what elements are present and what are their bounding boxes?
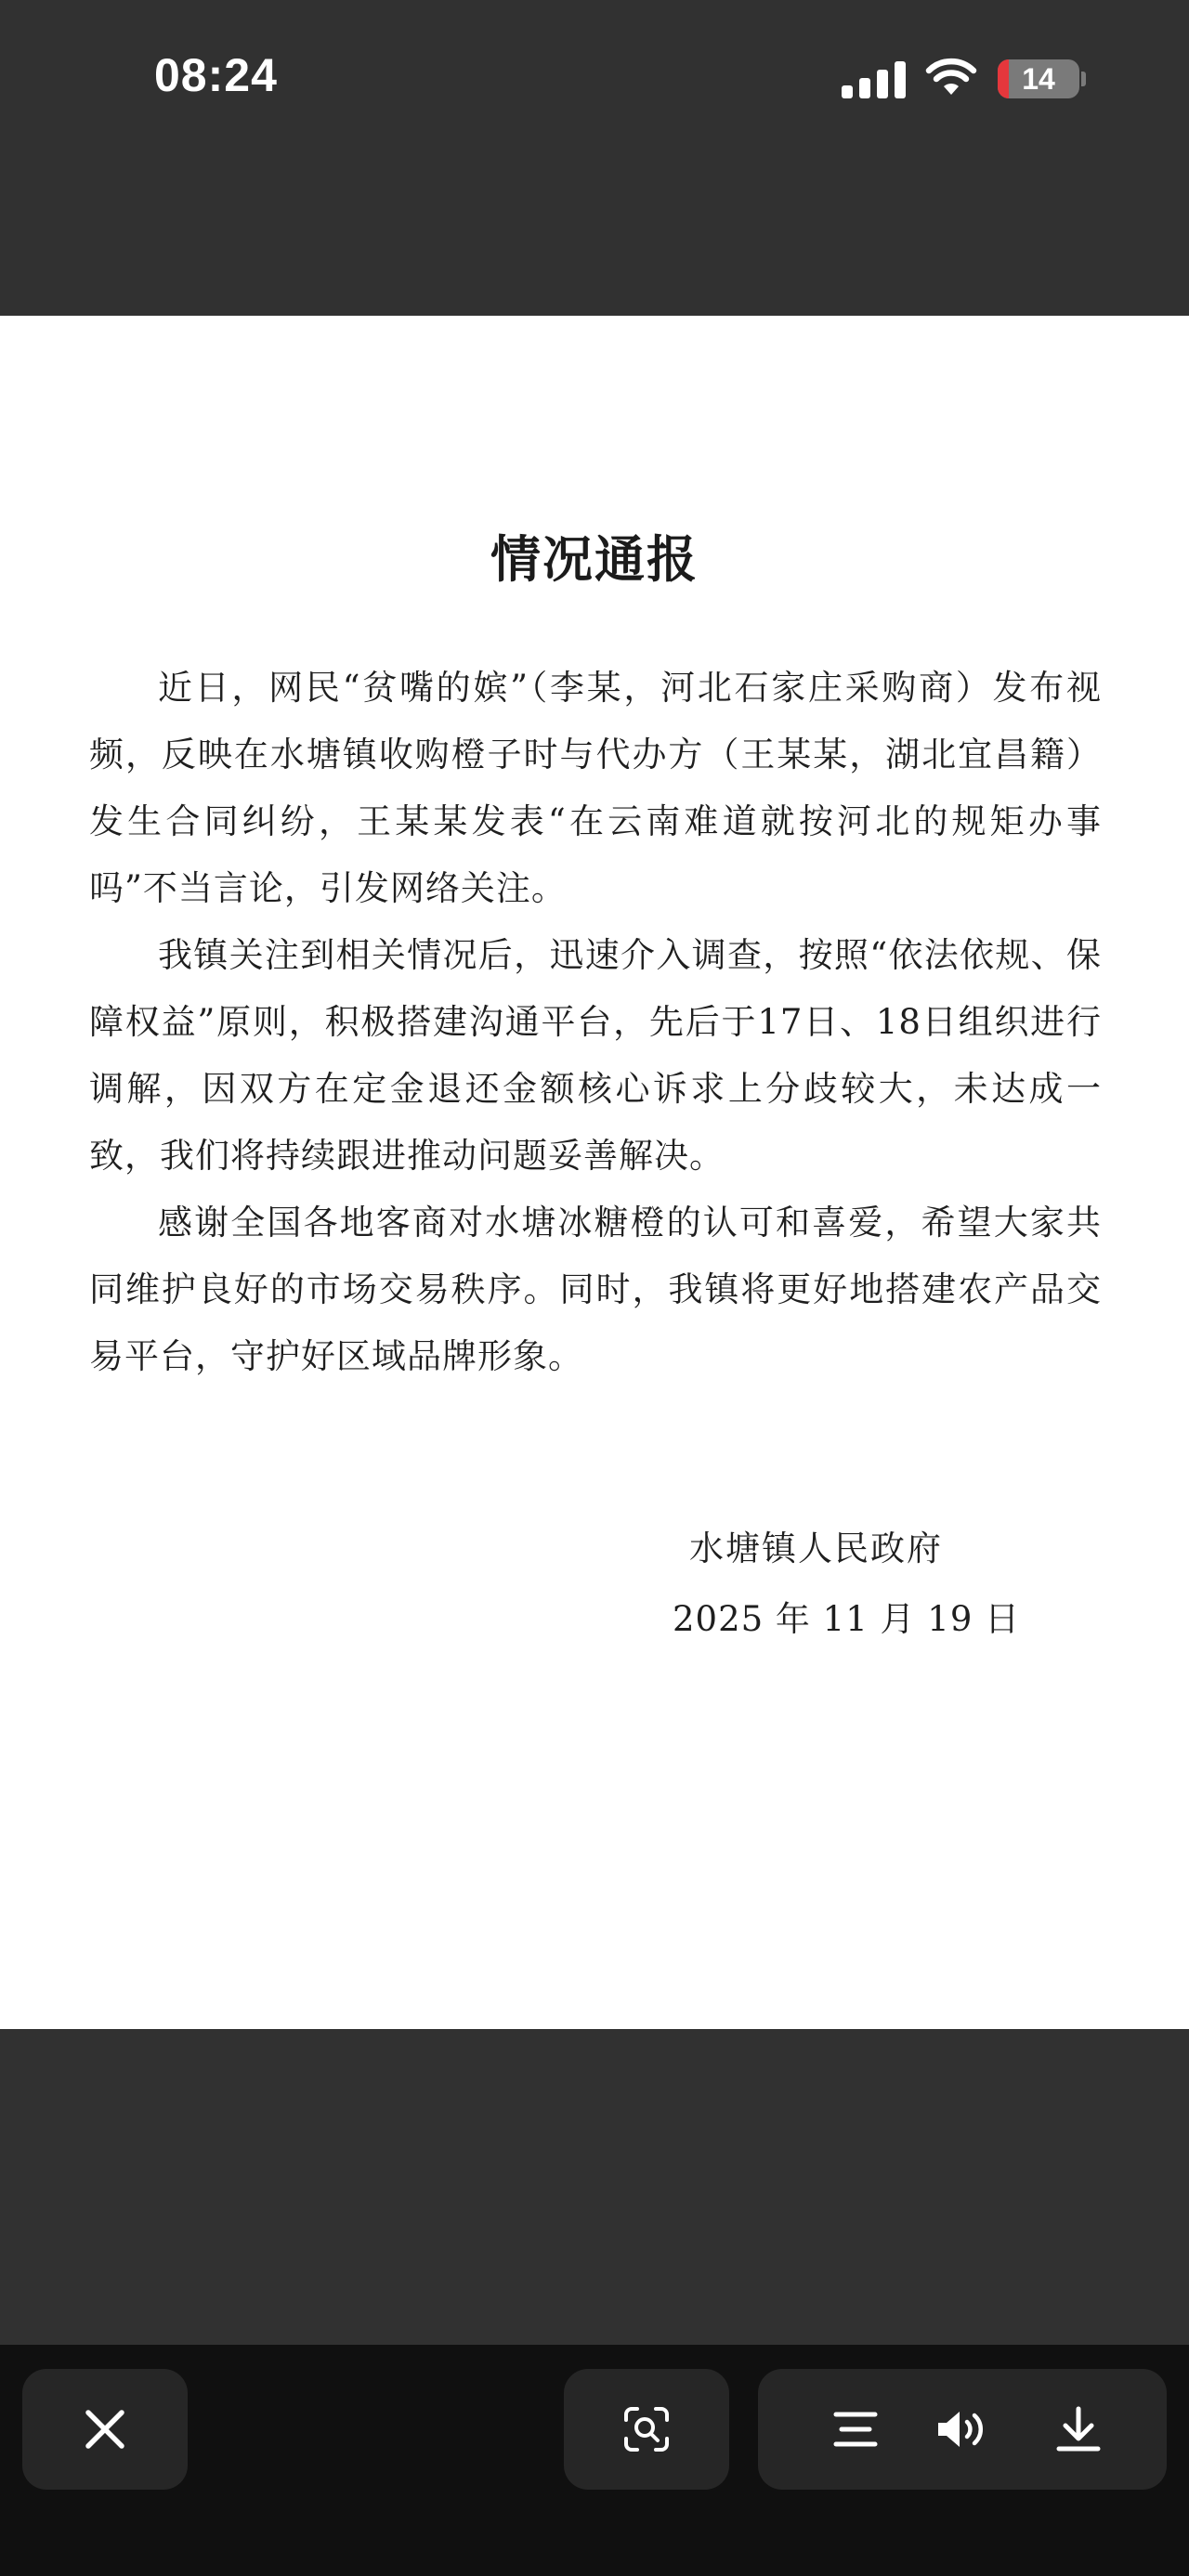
document-title: 情况通报 — [490, 529, 699, 589]
action-button-group — [758, 2369, 1167, 2490]
signature-date: 2025 年 11 月 19 日 — [673, 1599, 1021, 1639]
download-button[interactable] — [1018, 2369, 1139, 2490]
read-aloud-button[interactable] — [902, 2369, 1023, 2490]
paragraph-2: 我镇关注到相关情况后，迅速介入调查，按照“依法依规、保障权益”原则，积极搭建沟通平台，先后于17日、18日组织进行调解，因双方在定金退还金额核心诉求上分歧较大，未达成一致，我们将持续跟进推动问题妥善解决。 — [89, 935, 1102, 1176]
close-button[interactable] — [22, 2369, 188, 2490]
status-bar — [0, 0, 1189, 316]
speaker-icon — [935, 2409, 989, 2450]
text-button[interactable] — [795, 2369, 916, 2490]
paragraph-3: 感谢全国各地客商对水塘冰糖橙的认可和喜爱，希望大家共同维护良好的市场交易秩序。同时，我镇将更好地搭建农产品交易平台，守护好区域品牌形象。 — [89, 1203, 1102, 1376]
battery-cap — [1081, 72, 1086, 86]
lens-scan-icon — [622, 2405, 671, 2453]
notice-document — [0, 316, 1189, 2029]
bottom-toolbar — [0, 2345, 1189, 2576]
battery-level-text: 14 — [1022, 62, 1055, 96]
document-signature — [650, 1514, 1022, 1655]
cellular-signal-icon — [842, 61, 907, 98]
text-lines-icon — [833, 2411, 878, 2448]
download-icon — [1056, 2406, 1101, 2452]
visual-search-button[interactable] — [564, 2369, 729, 2490]
signature-organization: 水塘镇人民政府 — [689, 1529, 943, 1568]
paragraph-1: 近日，网民“贫嘴的嫔”（李某，河北石家庄采购商）发布视频，反映在水塘镇收购橙子时与代办方（王某某，湖北宜昌籍）发生合同纠纷，王某某发表“在云南难道就按河北的规矩办事吗”不当言论，引发网络关注。 — [89, 668, 1102, 908]
document-body — [89, 655, 1102, 1390]
close-icon — [84, 2408, 126, 2451]
wifi-icon — [925, 58, 977, 98]
status-time: 08:24 — [154, 49, 278, 101]
battery-indicator — [998, 59, 1079, 98]
